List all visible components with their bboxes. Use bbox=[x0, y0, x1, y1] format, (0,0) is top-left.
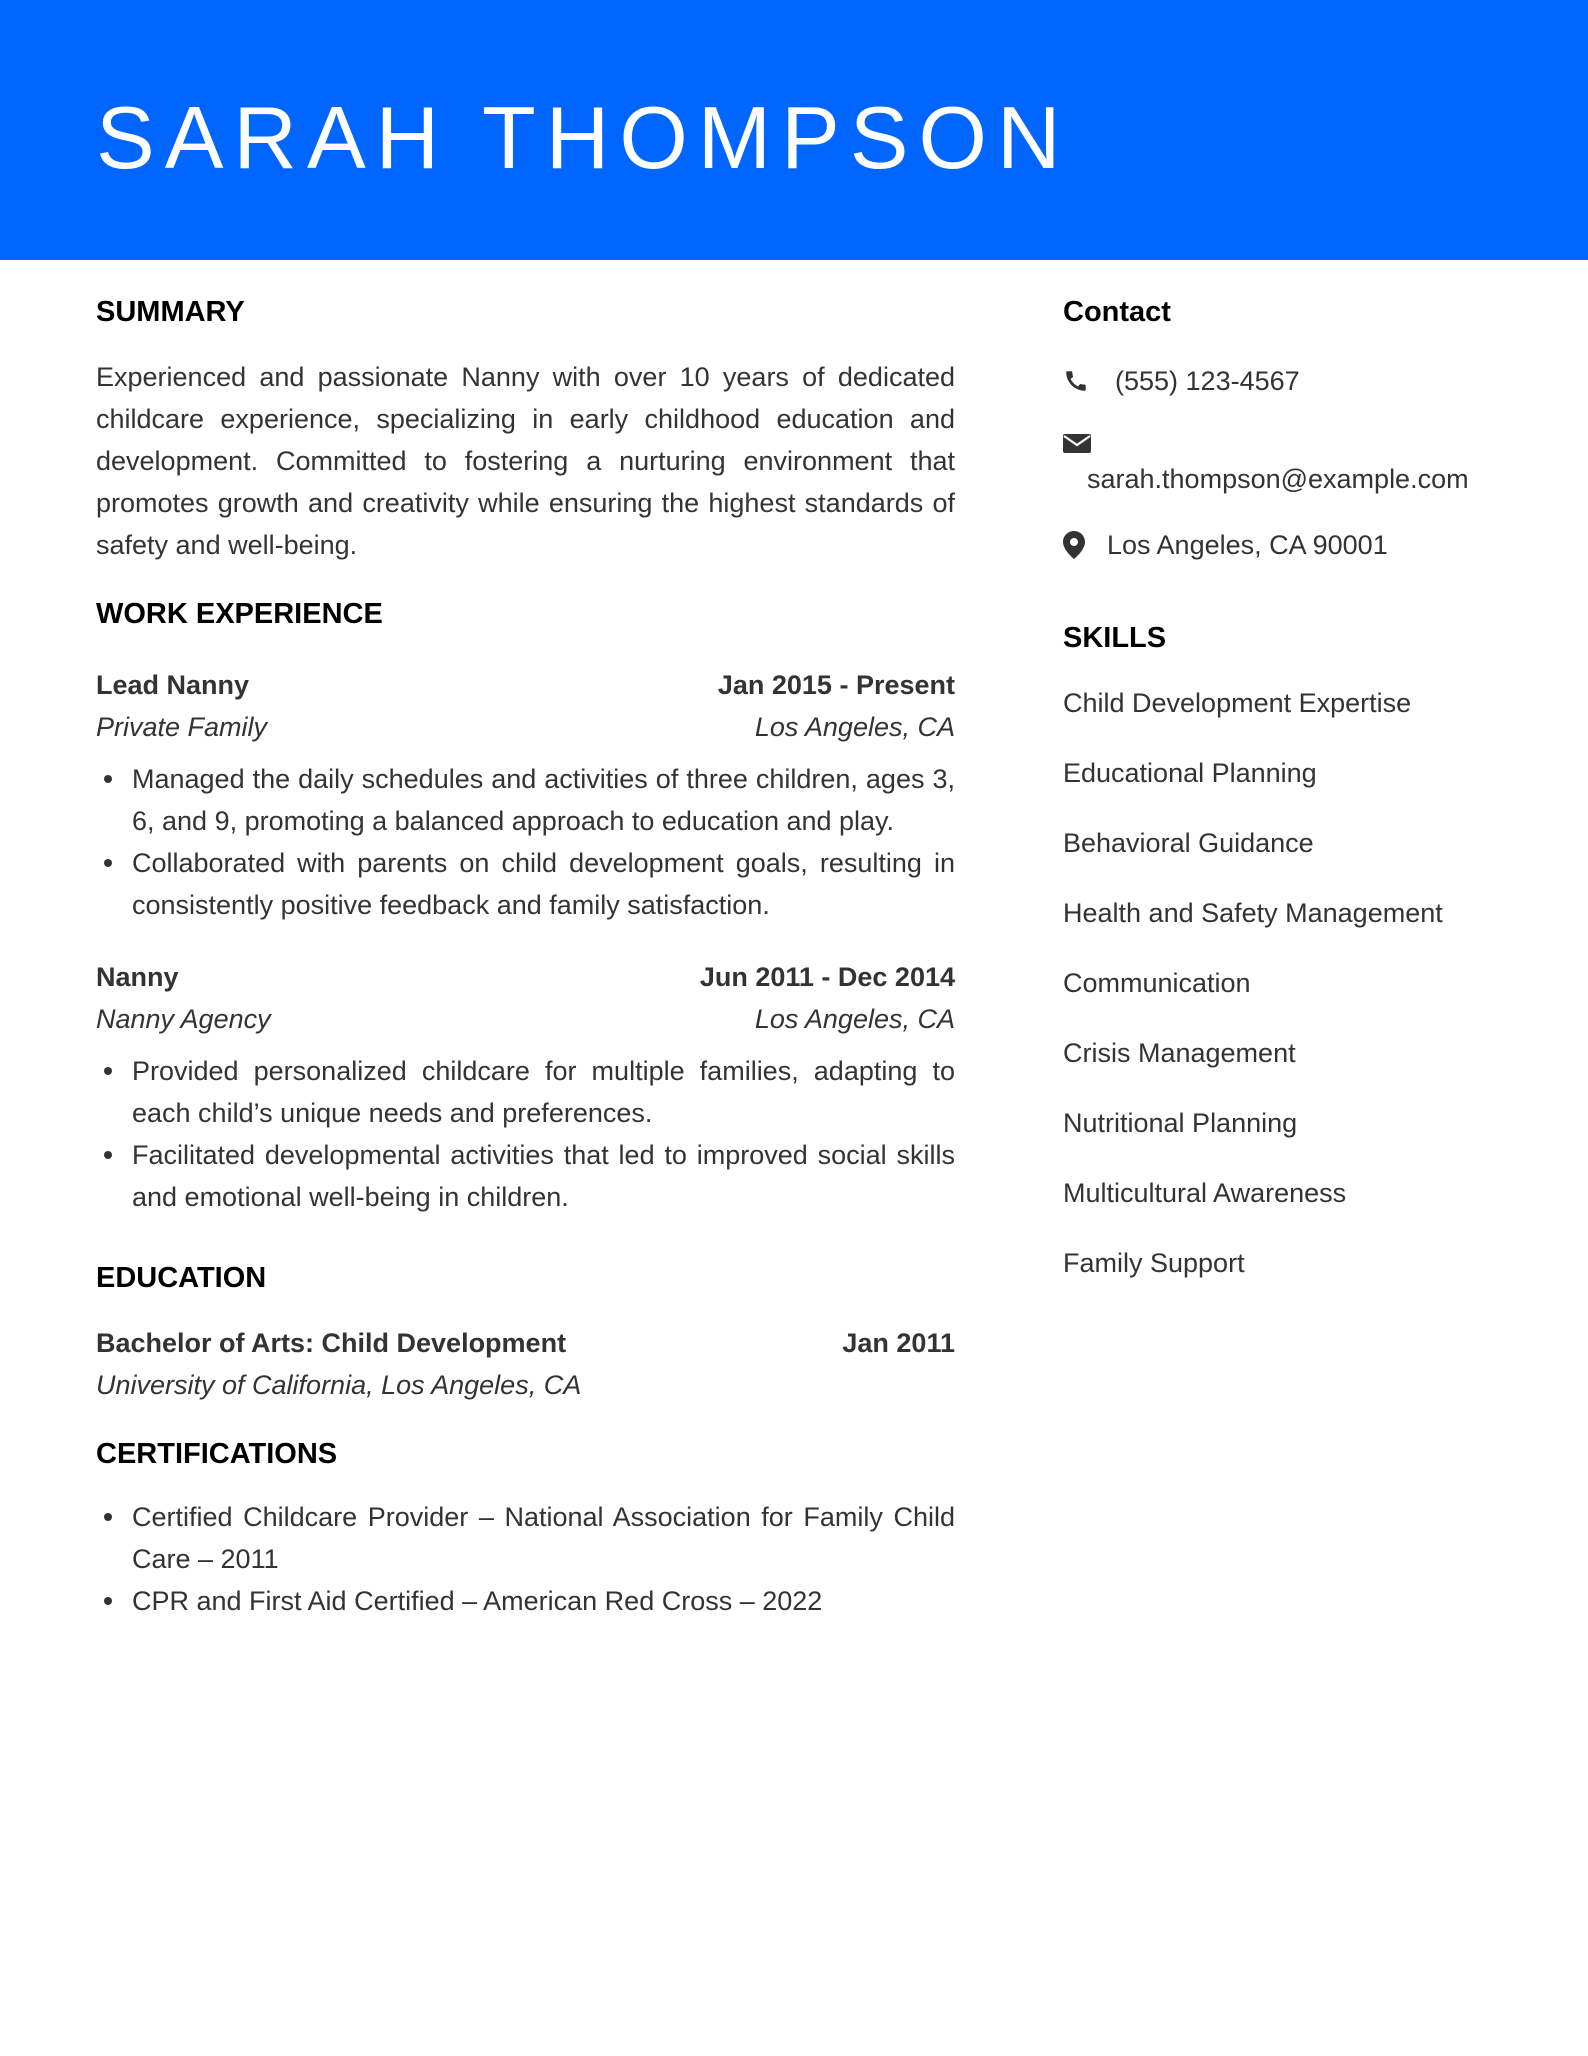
section-title-work: WORK EXPERIENCE bbox=[96, 598, 383, 630]
job-employer: Private Family bbox=[96, 712, 268, 742]
education-section bbox=[96, 1256, 955, 1406]
contact-location bbox=[1063, 524, 1543, 566]
certification-list bbox=[96, 1496, 955, 1622]
certification-item: CPR and First Aid Certified – American Red Cross – 2022 bbox=[96, 1580, 955, 1622]
summary-text: Experienced and passionate Nanny with over 10 years of dedicated childcare experience, specializing in early childhood education and development. Committed to fostering a nurturing environment that promotes growth and creativity while ensuring the highest standards of safety and well-being. bbox=[96, 362, 955, 560]
job-bullet: Managed the daily schedules and activities of three children, ages 3, 6, and 9, promoting a balanced approach to education and play. bbox=[96, 758, 955, 842]
job-bullets bbox=[96, 1050, 955, 1218]
summary-section bbox=[96, 290, 955, 566]
skill-item: Behavioral Guidance bbox=[1063, 828, 1314, 858]
map-pin-icon bbox=[1063, 524, 1093, 566]
degree-date: Jan 2011 bbox=[842, 1328, 955, 1358]
email-address: sarah.thompson@example.com bbox=[1087, 464, 1469, 494]
skill-item: Communication bbox=[1063, 968, 1251, 998]
work-section bbox=[96, 592, 955, 1218]
skills-section bbox=[1063, 616, 1543, 1284]
degree-title: Bachelor of Arts: Child Development bbox=[96, 1328, 567, 1358]
section-title-skills: SKILLS bbox=[1063, 622, 1167, 654]
section-title-summary: SUMMARY bbox=[96, 296, 245, 328]
skill-item: Family Support bbox=[1063, 1248, 1245, 1278]
skill-item: Nutritional Planning bbox=[1063, 1108, 1298, 1138]
phone-icon bbox=[1063, 360, 1093, 402]
envelope-icon bbox=[1063, 428, 1093, 458]
school-name: University of California, Los Angeles, CA bbox=[96, 1370, 582, 1400]
contact-phone bbox=[1063, 360, 1543, 402]
job-title: Lead Nanny bbox=[96, 670, 250, 700]
main-column bbox=[96, 290, 955, 1622]
job-location: Los Angeles, CA bbox=[754, 1004, 955, 1034]
job-date: Jan 2015 - Present bbox=[717, 670, 955, 700]
certifications-section bbox=[96, 1432, 955, 1622]
section-title-contact: Contact bbox=[1063, 296, 1171, 328]
skill-item: Child Development Expertise bbox=[1063, 688, 1412, 718]
location-text: Los Angeles, CA 90001 bbox=[1107, 530, 1388, 560]
job-entry bbox=[96, 664, 955, 926]
job-title: Nanny bbox=[96, 962, 179, 992]
contact-email bbox=[1063, 428, 1543, 500]
skill-item: Health and Safety Management bbox=[1063, 898, 1443, 928]
job-bullet: Collaborated with parents on child development goals, resulting in consistently positive feedback and family satisfaction. bbox=[96, 842, 955, 926]
phone-number: (555) 123-4567 bbox=[1115, 366, 1300, 396]
skill-item: Crisis Management bbox=[1063, 1038, 1296, 1068]
job-date: Jun 2011 - Dec 2014 bbox=[699, 962, 955, 992]
job-entry bbox=[96, 956, 955, 1218]
job-location: Los Angeles, CA bbox=[754, 712, 955, 742]
skill-item: Educational Planning bbox=[1063, 758, 1317, 788]
section-title-education: EDUCATION bbox=[96, 1262, 267, 1294]
certification-item: Certified Childcare Provider – National Association for Family Child Care – 2011 bbox=[96, 1496, 955, 1580]
contact-section bbox=[1063, 290, 1543, 566]
job-bullets bbox=[96, 758, 955, 926]
job-bullet: Facilitated developmental activities that led to improved social skills and emotional well-being in children. bbox=[96, 1134, 955, 1218]
job-bullet: Provided personalized childcare for multiple families, adapting to each child’s unique needs and preferences. bbox=[96, 1050, 955, 1134]
job-employer: Nanny Agency bbox=[96, 1004, 271, 1034]
header-banner bbox=[0, 0, 1588, 260]
section-title-certifications: CERTIFICATIONS bbox=[96, 1438, 338, 1470]
candidate-name: SARAH THOMPSON bbox=[96, 88, 1071, 187]
sidebar-column bbox=[1063, 290, 1543, 1312]
skill-item: Multicultural Awareness bbox=[1063, 1178, 1347, 1208]
